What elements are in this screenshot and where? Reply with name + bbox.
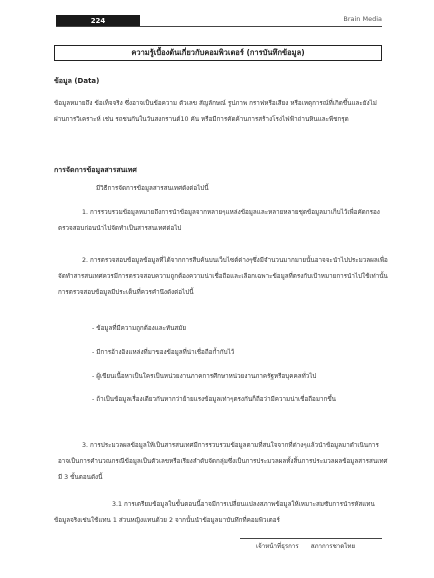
header-rule [56,26,382,27]
data-definition-paragraph: ข้อมูลหมายถึง ข้อเท็จจริง ซึ่งอาจเป็นข้อความ ตัวเลข สัญลักษณ์ รูปภาพ กราฟหรือเสียง หรือเหตุการณ์ที่เกิดขึ้นและยังไม่ผ่านการวิเคราะห์ เช่น รถชนกันในวันสงกรานต์10 คัน หรือมีการคัดค้านการสร้างโรงไฟฟ้าถ่านหินและพืชกรุด [54,100,377,123]
bullet-item: - ถ้าเป็นข้อมูลเรื่องเดียวกันหากว่าย้ายแรงข้อมูลเท่าๆตรงกันก็ถือว่ามีความน่าเชื่อถือมากขึ้น [92,396,336,403]
bullet-item: - ผู้เขียนเนื้อหาเป็นใครเป็นหน่วยงานภาคการศึกษาหน่วยงานภาครัฐหรือบุคคลทั่วไป [92,373,317,380]
footer [256,541,365,551]
brand-label: Brain Media [343,15,382,23]
item-3-paragraph: 3. การประมวลผลข้อมูลให้เป็นสารสนเทศมีการรวบรวมข้อมูลตามที่สนใจจากที่ต่างๆแล้วนำข้อมูลมาดำเนินการอาจเป็นการคำนวณกรณีข้อมูลเป็นตัวเลขหรือเรียงลำดับจัดกลุ่มซึ่งเป็นการประมวลผลทั้งสิ้นการประมวลผลข้อมูลสารสนเทศมี 3 ขั้นตอนดังนี้ [58,442,388,481]
footer-left-label: เจ้าหน้าที่ธุรการ [256,543,299,550]
item-3-1-paragraph: 3.1 การเตรียมข้อมูลในขั้นตอนนี้อาจมีการเปลี่ยนแปลงสภาพข้อมูลให้เหมาะสมซับการนำรหัสแทนข้อมูลจริงเช่นใช้แทน 1 ส่วนหญิงแทนด้วย 2 จากนั้นนำข้อมูลมาบันทึกที่คอมพิวเตอร์ [54,501,375,524]
item-1-paragraph: 1. การรวบรวมข้อมูลหมายถึงการนำข้อมูลจากหลายๆแหล่งข้อมูลและหลายหลายชุดข้อมูลมาเก็บไว้เพื่อคัดกรองตรวจสอบก่อนนำไปจัดทำเป็นสารสนเทศต่อไป [58,209,380,232]
item-2-paragraph: 2. การตรวจสอบข้อมูลข้อมูลที่ได้จากการสืบค้นบนเว็บไซต์ต่างๆซึ่งมีจำนวนมากมายนั้นอาจจะนำไปประมวลผลเพื่อจัดทำสารสนเทศควรมีการตรวจสอบความถูกต้องความน่าเชื่อถือและเลือกเฉพาะข้อมูลที่ตรงกับเป้าหมายการนำไปใช้เท่านั้นการตรวจสอบข้อมูลมีประเด็นที่ควรคำนึงดังต่อไปนี้ [58,257,388,296]
footer-right-label: สภาการชาดไทย [310,543,356,550]
section-heading-data: ข้อมูล (Data) [54,77,100,85]
footer-rule [240,538,382,539]
section-heading-management: การจัดการข้อมูลสารสนเทศ [54,166,137,174]
page-title: ความรู้เบื้องต้นเกี่ยวกับคอมพิวเตอร์ (การบันทึกข้อมูล) [54,45,382,61]
bullet-item: - มีการอ้างอิงแหล่งที่มาของข้อมูลที่น่าเชื่อถือก้ำกับไว้ [92,349,235,356]
bullet-item: - ข้อมูลที่มีความถูกต้องและทันสมัย [92,325,187,332]
page-number: 224 [56,15,140,27]
management-intro: มีวิธีการจัดการข้อมูลสารสนเทศดังต่อไปนี้ [96,185,209,192]
